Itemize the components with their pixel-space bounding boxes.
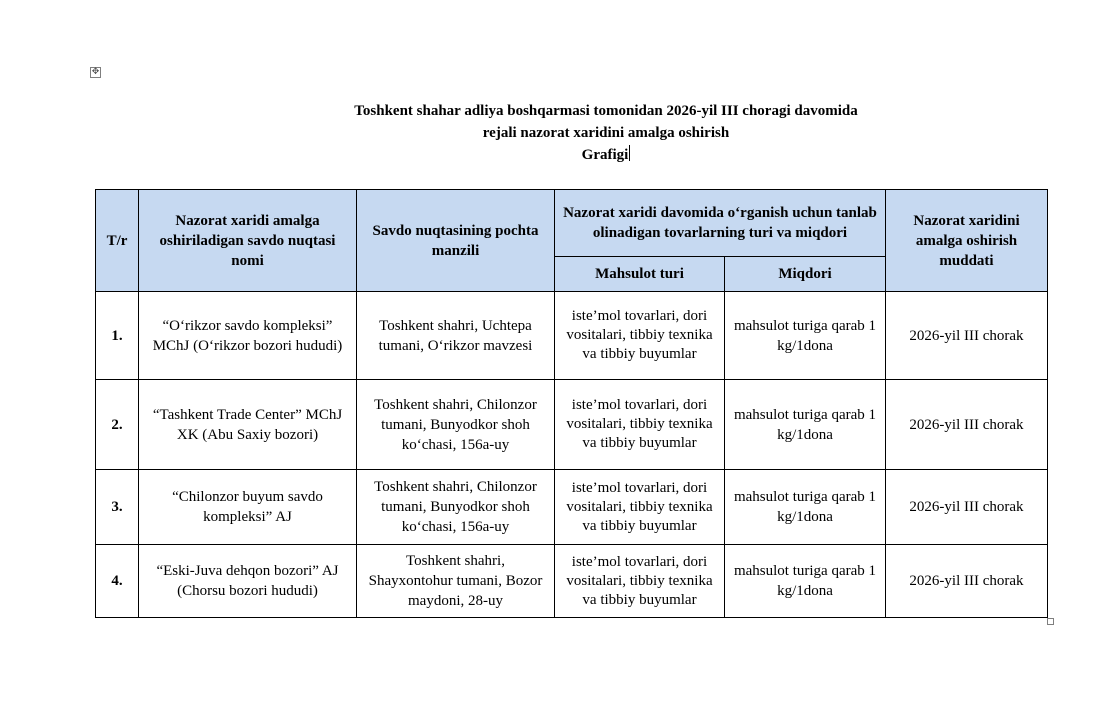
cell-deadline[interactable]: 2026-yil III chorak [886, 470, 1048, 545]
cell-goods-qty[interactable]: mahsulot turiga qarab 1 kg/1dona [725, 470, 886, 545]
cell-address[interactable]: Toshkent shahri, Shayxontohur tumani, Bozor maydoni, 28-uy [357, 545, 555, 618]
cell-name[interactable]: “Tashkent Trade Center” MChJ XK (Abu Saxiy bozori) [139, 380, 357, 470]
table-row [96, 470, 1048, 545]
cell-goods-type[interactable]: iste’mol tovarlari, dori vositalari, tibbiy texnika va tibbiy buyumlar [555, 470, 725, 545]
schedule-table [95, 189, 1048, 618]
header-goods-group[interactable]: Nazorat xaridi davomida o‘rganish uchun tanlab olinadigan tovarlarning turi va miqdori [555, 190, 886, 257]
cell-address[interactable]: Toshkent shahri, Uchtepa tumani, O‘rikzor mavzesi [357, 292, 555, 380]
cell-goods-type[interactable]: iste’mol tovarlari, dori vositalari, tibbiy texnika va tibbiy buyumlar [555, 545, 725, 618]
cell-goods-qty[interactable]: mahsulot turiga qarab 1 kg/1dona [725, 292, 886, 380]
title-line-3 [140, 144, 1072, 166]
table-row [96, 380, 1048, 470]
header-name[interactable]: Nazorat xaridi amalga oshiriladigan savdo nuqtasi nomi [139, 190, 357, 292]
table-row [96, 545, 1048, 618]
header-deadline[interactable]: Nazorat xaridini amalga oshirish muddati [886, 190, 1048, 292]
cell-goods-qty[interactable]: mahsulot turiga qarab 1 kg/1dona [725, 545, 886, 618]
cell-deadline[interactable]: 2026-yil III chorak [886, 380, 1048, 470]
header-goods-type[interactable]: Mahsulot turi [555, 257, 725, 292]
cell-num[interactable]: 1. [96, 292, 139, 380]
cell-num[interactable]: 4. [96, 545, 139, 618]
table-row [96, 292, 1048, 380]
cell-goods-type[interactable]: iste’mol tovarlari, dori vositalari, tibbiy texnika va tibbiy buyumlar [555, 380, 725, 470]
cell-deadline[interactable]: 2026-yil III chorak [886, 545, 1048, 618]
text-cursor [629, 145, 630, 161]
header-goods-qty[interactable]: Miqdori [725, 257, 886, 292]
header-row [96, 190, 1048, 257]
table-move-handle-icon[interactable]: ✥ [91, 67, 100, 77]
header-num[interactable]: T/r [96, 190, 139, 292]
title-line-1: Toshkent shahar adliya boshqarmasi tomonidan 2026-yil III choragi davomida [354, 103, 858, 119]
cell-name[interactable]: “O‘rikzor savdo kompleksi” MChJ (O‘rikzor bozori hududi) [139, 292, 357, 380]
table-resize-handle-icon[interactable] [1047, 618, 1054, 625]
cell-name[interactable]: “Chilonzor buyum savdo kompleksi” AJ [139, 470, 357, 545]
cell-goods-qty[interactable]: mahsulot turiga qarab 1 kg/1dona [725, 380, 886, 470]
cell-num[interactable]: 2. [96, 380, 139, 470]
header-address[interactable]: Savdo nuqtasining pochta manzili [357, 190, 555, 292]
cell-address[interactable]: Toshkent shahri, Chilonzor tumani, Bunyodkor shoh ko‘chasi, 156a-uy [357, 470, 555, 545]
cell-num[interactable]: 3. [96, 470, 139, 545]
cell-name[interactable]: “Eski-Juva dehqon bozori” AJ (Chorsu bozori hududi) [139, 545, 357, 618]
title-line-3-text: Grafigi [581, 147, 629, 163]
cell-goods-type[interactable]: iste’mol tovarlari, dori vositalari, tibbiy texnika va tibbiy buyumlar [555, 292, 725, 380]
document-title [140, 100, 1072, 166]
title-line-2: rejali nazorat xaridini amalga oshirish [482, 125, 730, 141]
cell-address[interactable]: Toshkent shahri, Chilonzor tumani, Bunyodkor shoh ko‘chasi, 156a-uy [357, 380, 555, 470]
cell-deadline[interactable]: 2026-yil III chorak [886, 292, 1048, 380]
